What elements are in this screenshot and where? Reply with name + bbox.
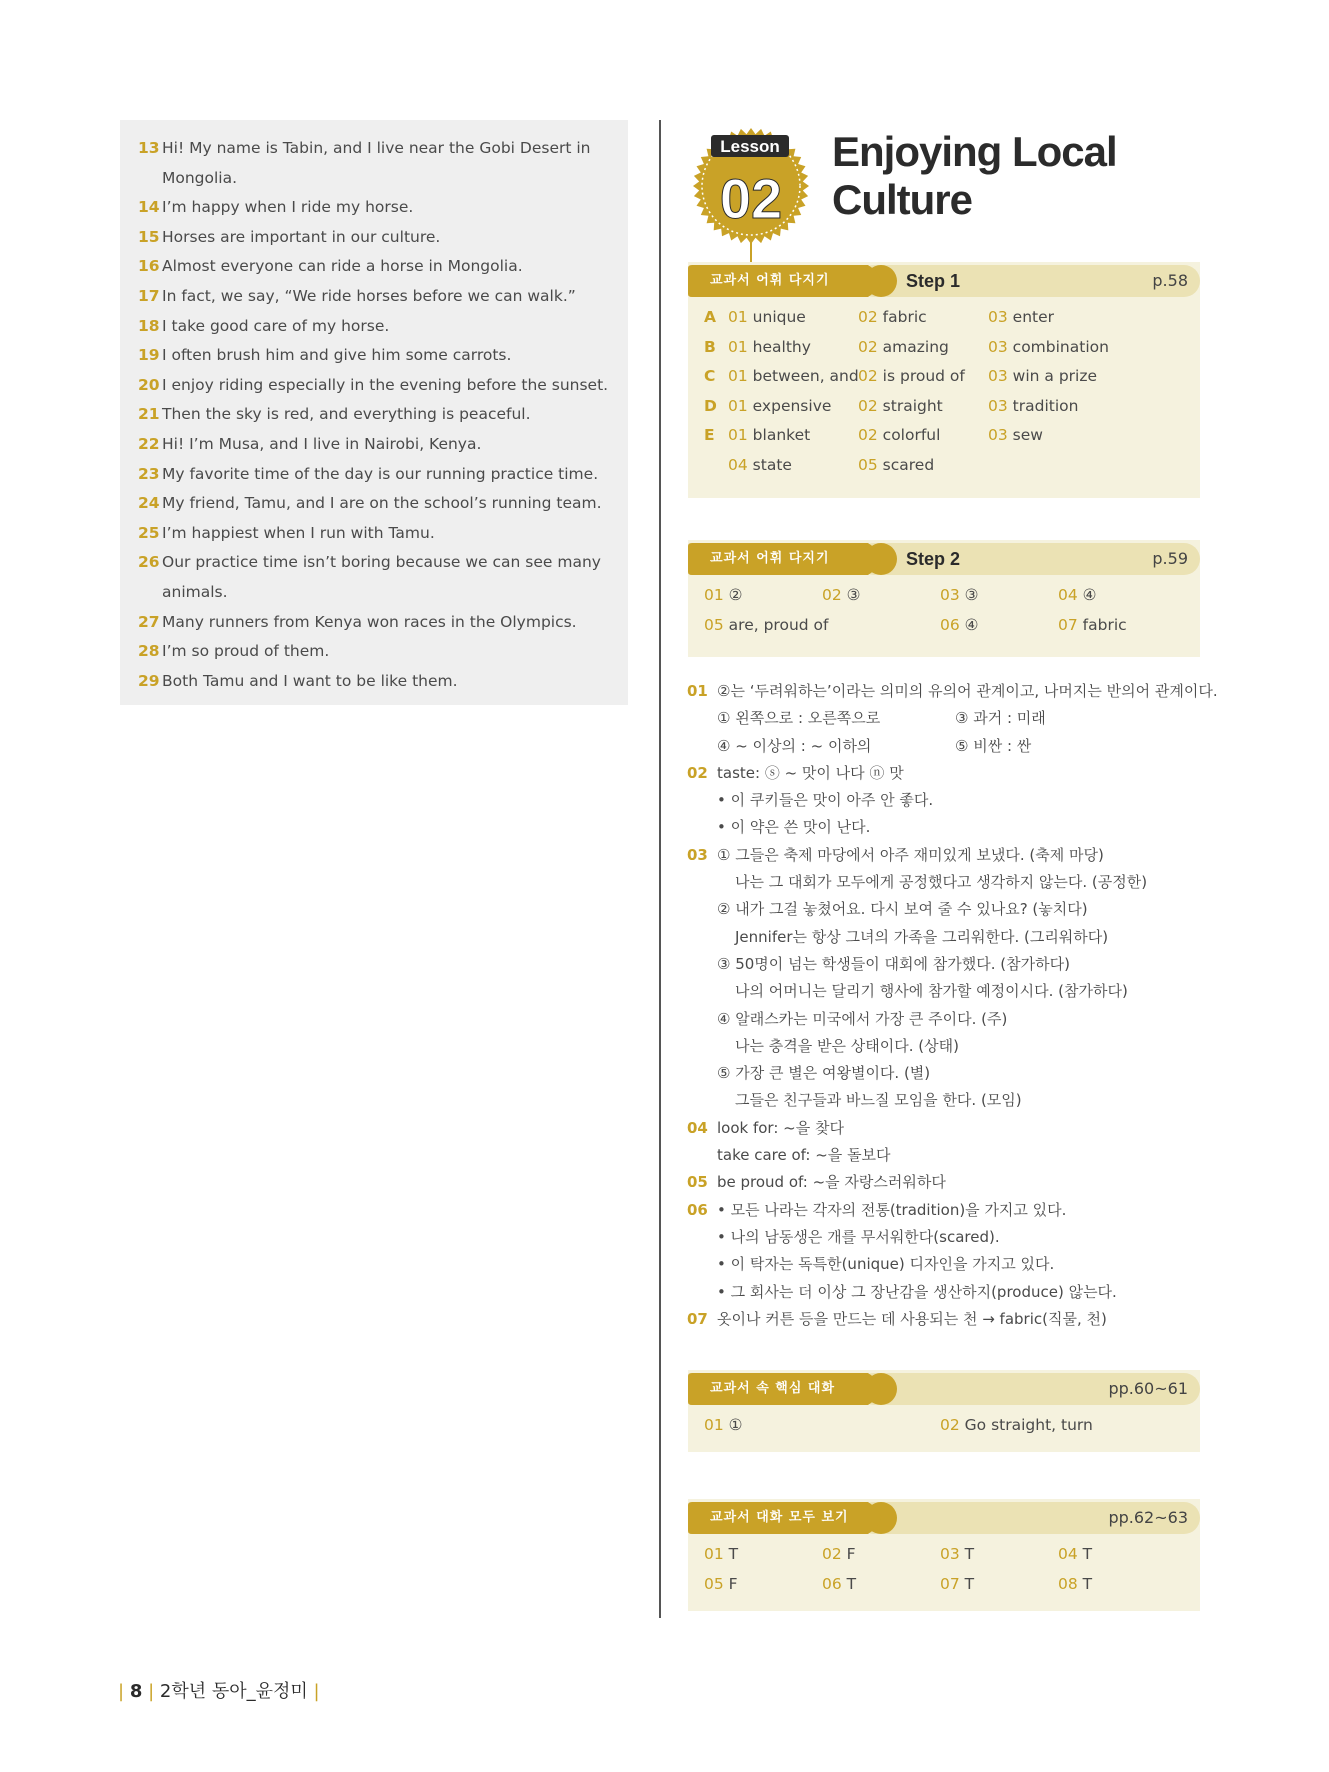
explanation-text: ③ 과거 : 미래 xyxy=(955,709,1046,728)
sentence-number: 19 xyxy=(138,346,160,365)
answer-cell xyxy=(728,426,810,444)
page-ref: p.58 xyxy=(1152,271,1188,290)
answer-number: 01 xyxy=(728,308,748,326)
sentence-number: 21 xyxy=(138,405,160,424)
explanation-text: 나는 그 대회가 모두에게 공정했다고 생각하지 않는다. (공정한) xyxy=(735,873,1148,892)
answer-number: 02 xyxy=(858,308,878,326)
explanation-line xyxy=(687,1060,1207,1087)
answer-cell xyxy=(1058,586,1097,604)
explanation-text: 그들은 친구들과 바느질 모임을 한다. (모임) xyxy=(735,1091,1022,1110)
answer-number: 05 xyxy=(704,1574,724,1593)
answer-grid xyxy=(688,578,1200,641)
explanation-line xyxy=(687,978,1207,1005)
sentence-text: I’m happy when I ride my horse. xyxy=(162,198,414,217)
sentence-item xyxy=(138,667,612,697)
explanation-line xyxy=(687,1224,1207,1251)
answer-cell xyxy=(1058,616,1127,634)
explanation-line xyxy=(687,1279,1207,1306)
answer-row xyxy=(688,363,1200,393)
answer-row xyxy=(688,582,1200,612)
answer-value: Go straight, turn xyxy=(964,1416,1093,1434)
step-label: Step 2 xyxy=(906,549,961,569)
sentence-number: 28 xyxy=(138,642,160,661)
answer-cell xyxy=(858,367,965,385)
vocab-step1-section xyxy=(688,262,1200,498)
explanation-line xyxy=(687,896,1207,923)
answer-value: F xyxy=(728,1574,738,1593)
explanation-line xyxy=(687,1169,1207,1196)
sentence-item xyxy=(138,460,612,490)
explanation-text: • 나의 남동생은 개를 무서워한다(scared). xyxy=(717,1227,1000,1246)
sentence-number: 18 xyxy=(138,316,160,335)
explanation-text: • 이 탁자는 독특한(unique) 디자인을 가지고 있다. xyxy=(717,1255,1055,1274)
column-divider xyxy=(659,120,661,1618)
vocab-step2-section xyxy=(688,540,1200,657)
answer-value: scared xyxy=(882,455,935,474)
sentence-text: Our practice time isn’t boring because we can see many xyxy=(162,553,601,572)
explanation-line xyxy=(687,733,1207,760)
answer-value: colorful xyxy=(882,426,941,444)
answer-value: T xyxy=(964,1545,975,1563)
answer-value: ① xyxy=(728,1416,743,1434)
answer-value: T xyxy=(846,1574,857,1593)
explanation-text: ⑤ 비싼 : 싼 xyxy=(955,736,1032,755)
answer-cell xyxy=(940,1416,1093,1434)
answer-cell xyxy=(822,1545,856,1563)
explanation-text: ① 그들은 축제 마당에서 아주 재미있게 보냈다. (축제 마당) xyxy=(717,845,1104,864)
answer-number: 06 xyxy=(940,615,960,634)
sentence-item xyxy=(138,312,612,342)
answer-value: between, and xyxy=(752,367,859,385)
row-letter: D xyxy=(704,396,717,415)
answer-number: 01 xyxy=(704,586,724,604)
answer-cell xyxy=(988,397,1078,415)
answer-value: sew xyxy=(1012,426,1043,444)
answer-number: 02 xyxy=(858,426,878,444)
answer-grid xyxy=(688,1537,1200,1600)
answer-number: 01 xyxy=(728,396,748,415)
answer-value: ③ xyxy=(964,586,979,604)
explanation-line xyxy=(687,869,1207,896)
answer-number: 01 xyxy=(728,426,748,444)
row-letter: E xyxy=(704,426,715,444)
answer-number: 03 xyxy=(988,396,1008,415)
sentence-number: 23 xyxy=(138,464,160,483)
explanation-line xyxy=(687,924,1207,951)
section-header xyxy=(688,262,1200,300)
answer-number: 02 xyxy=(858,396,878,415)
sentence-text: Many runners from Kenya won races in the Olympics. xyxy=(162,612,577,631)
answer-cell xyxy=(988,426,1043,444)
sentence-text: Both Tamu and I want to be like them. xyxy=(162,671,458,690)
answer-value: T xyxy=(964,1574,975,1593)
answer-cell xyxy=(1058,1545,1092,1563)
answer-value: ② xyxy=(728,586,743,604)
answer-cell xyxy=(704,586,743,604)
explanation-line xyxy=(687,1142,1207,1169)
answer-cell xyxy=(728,338,811,356)
answer-number: 01 xyxy=(704,1545,724,1563)
explanation-number: 07 xyxy=(687,1309,708,1328)
title-line-2: Culture xyxy=(832,176,972,223)
core-dialog-section xyxy=(688,1370,1200,1452)
answer-value: are, proud of xyxy=(728,615,829,634)
sentence-text: I often brush him and give him some carrots. xyxy=(162,346,512,365)
answer-value: enter xyxy=(1012,308,1055,326)
sentence-text: I enjoy riding especially in the evening before the sunset. xyxy=(162,375,609,394)
answer-number: 02 xyxy=(822,1545,842,1563)
sentence-number: 29 xyxy=(138,671,160,690)
sentence-text: Almost everyone can ride a horse in Mongolia. xyxy=(162,257,523,276)
answer-cell xyxy=(858,426,940,444)
answer-value: is proud of xyxy=(882,367,965,385)
answer-number: 02 xyxy=(858,367,878,385)
answer-number: 05 xyxy=(858,455,878,474)
explanation-text: 나의 어머니는 달리기 행사에 참가할 예정이시다. (참가하다) xyxy=(735,982,1128,1001)
section-tag: 교과서 속 핵심 대화 xyxy=(710,1381,836,1396)
section-header xyxy=(688,1499,1200,1537)
explanation-text: ②는 ‘두려워하는’이라는 의미의 유의어 관계이고, 나머지는 반의어 관계이다. xyxy=(717,682,1218,700)
answer-cell xyxy=(1058,1575,1092,1593)
footer-divider: | xyxy=(313,1681,320,1702)
sentence-number: 15 xyxy=(138,227,160,246)
explanation-line xyxy=(687,814,1207,841)
sentence-number: 17 xyxy=(138,286,160,305)
row-letter: A xyxy=(704,308,716,326)
answer-cell xyxy=(858,308,927,326)
sentence-number: 25 xyxy=(138,523,160,542)
answer-cell xyxy=(858,397,943,415)
sentence-item xyxy=(138,608,612,638)
answer-value: fabric xyxy=(1082,615,1127,634)
sentence-number: 22 xyxy=(138,434,160,453)
answer-cell xyxy=(988,367,1097,385)
answer-cell xyxy=(728,397,831,415)
answer-cell xyxy=(940,616,979,634)
answer-number: 07 xyxy=(1058,615,1078,634)
answer-cell xyxy=(704,616,828,634)
footer-divider: | xyxy=(148,1681,155,1702)
answer-number: 01 xyxy=(728,367,748,385)
sentence-text: I take good care of my horse. xyxy=(162,316,390,335)
section-header xyxy=(688,540,1200,578)
answer-row xyxy=(688,1571,1200,1601)
answer-cell xyxy=(728,308,806,326)
answer-cell xyxy=(858,338,949,356)
sentence-list xyxy=(120,120,628,696)
explanation-number: 03 xyxy=(687,845,708,864)
sentence-item xyxy=(138,430,612,460)
answer-cell xyxy=(940,586,979,604)
answer-cell xyxy=(704,1416,743,1434)
sentence-number: 20 xyxy=(138,375,160,394)
answer-value: T xyxy=(1082,1574,1093,1593)
answer-row xyxy=(688,1541,1200,1571)
answer-value: tradition xyxy=(1012,396,1079,415)
sentence-item xyxy=(138,578,612,608)
explanation-line xyxy=(687,951,1207,978)
explanation-number: 05 xyxy=(687,1173,708,1192)
explanation-line xyxy=(687,842,1207,869)
explanation-text: • 이 쿠키들은 맛이 아주 안 좋다. xyxy=(717,791,934,810)
sentence-text: Hi! My name is Tabin, and I live near the Gobi Desert in xyxy=(162,139,591,157)
explanation-text: ① 왼쪽으로 : 오른쪽으로 xyxy=(717,709,881,728)
explanation-line xyxy=(687,1306,1207,1333)
explanation-text: • 모든 나라는 각자의 전통(tradition)을 가지고 있다. xyxy=(717,1200,1067,1219)
answer-cell xyxy=(988,338,1109,356)
lesson-label: Lesson xyxy=(720,137,780,156)
answer-cell xyxy=(822,586,861,604)
explanation-text: be proud of: ~을 자랑스러워하다 xyxy=(717,1173,946,1192)
sentence-item xyxy=(138,400,612,430)
sentence-text: Mongolia. xyxy=(162,168,238,187)
answer-grid xyxy=(688,1408,1200,1442)
section-tag: 교과서 어휘 다지기 xyxy=(710,273,830,288)
answer-value: straight xyxy=(882,396,943,415)
title-line-1: Enjoying Local xyxy=(832,128,1117,175)
explanation-text: Jennifer는 항상 그녀의 가족을 그리워한다. (그리워하다) xyxy=(735,927,1109,946)
answer-row xyxy=(688,422,1200,452)
explanation-line xyxy=(687,1115,1207,1142)
reading-text-panel xyxy=(120,120,628,705)
answer-value: T xyxy=(1082,1545,1093,1563)
answer-row xyxy=(688,393,1200,423)
page-ref: pp.62~63 xyxy=(1108,1508,1188,1527)
page-ref: pp.60~61 xyxy=(1108,1379,1188,1398)
answer-number: 03 xyxy=(940,1545,960,1563)
answer-cell xyxy=(704,1545,738,1563)
answer-cell xyxy=(940,1575,974,1593)
explanation-text: taste: ⓢ ~ 맛이 나다 ⓝ 맛 xyxy=(717,763,904,782)
answer-row xyxy=(688,304,1200,334)
answer-cell xyxy=(728,367,859,385)
explanation-text: 나는 충격을 받은 상태이다. (상태) xyxy=(735,1036,959,1055)
sentence-item xyxy=(138,371,612,401)
page-footer xyxy=(118,1677,320,1703)
sentence-item xyxy=(138,548,612,578)
explanation-line xyxy=(687,705,1207,732)
answer-number: 08 xyxy=(1058,1574,1078,1593)
section-tag: 교과서 어휘 다지기 xyxy=(710,551,830,566)
explanation-line xyxy=(687,787,1207,814)
sentence-item xyxy=(138,134,612,164)
explanation-text: take care of: ~을 돌보다 xyxy=(717,1146,891,1165)
answer-number: 07 xyxy=(940,1574,960,1593)
sentence-text: Then the sky is red, and everything is peaceful. xyxy=(162,405,531,424)
footer-divider: | xyxy=(118,1681,125,1702)
explanation-text: ⑤ 가장 큰 별은 여왕별이다. (별) xyxy=(717,1064,931,1083)
row-letter: B xyxy=(704,337,716,356)
sentence-item xyxy=(138,489,612,519)
answer-number: 03 xyxy=(988,426,1008,444)
answer-grid xyxy=(688,300,1200,481)
answer-number: 04 xyxy=(1058,586,1078,604)
answer-value: win a prize xyxy=(1012,367,1098,385)
answer-cell xyxy=(704,1575,738,1593)
sentence-number: 27 xyxy=(138,612,160,631)
answer-number: 03 xyxy=(988,367,1008,385)
sentence-item xyxy=(138,282,612,312)
sentence-number: 14 xyxy=(138,198,160,217)
answer-number: 02 xyxy=(940,1416,960,1434)
answer-number: 02 xyxy=(858,337,878,356)
answer-number: 05 xyxy=(704,615,724,634)
all-dialog-section xyxy=(688,1499,1200,1611)
footer-text: 2학년 동아_윤정미 xyxy=(159,1681,308,1702)
sentence-number: 16 xyxy=(138,257,160,276)
answer-value: combination xyxy=(1012,337,1109,356)
explanation-line xyxy=(687,1087,1207,1114)
explanation-number: 06 xyxy=(687,1200,708,1219)
answer-row xyxy=(688,1412,1200,1442)
explanation-text: ③ 50명이 넘는 학생들이 대회에 참가했다. (참가하다) xyxy=(717,954,1070,973)
sentence-item xyxy=(138,252,612,282)
sentence-item xyxy=(138,193,612,223)
explanation-line xyxy=(687,760,1207,787)
explanation-text: ④ ~ 이상의 : ~ 이하의 xyxy=(717,736,872,755)
step-label: Step 1 xyxy=(906,271,961,291)
answer-cell xyxy=(822,1575,856,1593)
explanation-text: • 그 회사는 더 이상 그 장난감을 생산하지(produce) 않는다. xyxy=(717,1282,1117,1301)
lesson-number: 02 xyxy=(719,167,783,230)
answer-value: F xyxy=(846,1545,856,1563)
answer-value: state xyxy=(752,455,792,474)
explanation-line xyxy=(687,1197,1207,1224)
explanation-number: 01 xyxy=(687,682,708,700)
explanation-line xyxy=(687,1033,1207,1060)
sentence-text: I’m so proud of them. xyxy=(162,642,330,661)
sentence-item xyxy=(138,637,612,667)
answer-number: 03 xyxy=(988,308,1008,326)
answer-value: ④ xyxy=(964,615,979,634)
sentence-text: animals. xyxy=(162,582,228,601)
answer-value: unique xyxy=(752,308,806,326)
explanation-text: • 이 약은 쓴 맛이 난다. xyxy=(717,818,871,837)
answer-number: 02 xyxy=(822,586,842,604)
sentence-item xyxy=(138,341,612,371)
answer-row xyxy=(688,612,1200,642)
answer-number: 04 xyxy=(728,455,748,474)
sentence-number: 13 xyxy=(138,139,160,157)
sentence-number: 24 xyxy=(138,494,160,513)
section-header xyxy=(688,1370,1200,1408)
lesson-title xyxy=(832,128,1117,224)
explanation-line xyxy=(687,1006,1207,1033)
explanation-number: 04 xyxy=(687,1118,708,1137)
sentence-text: My favorite time of the day is our running practice time. xyxy=(162,464,599,483)
sentence-text: In fact, we say, “We ride horses before we can walk.” xyxy=(162,286,576,305)
explanation-line xyxy=(687,678,1218,705)
sentence-item xyxy=(138,519,612,549)
answer-row xyxy=(688,334,1200,364)
lesson-badge xyxy=(686,124,816,244)
sentence-text: I’m happiest when I run with Tamu. xyxy=(162,523,435,542)
row-letter: C xyxy=(704,367,716,385)
answer-cell xyxy=(728,456,792,474)
sentence-text: My friend, Tamu, and I are on the school’s running team. xyxy=(162,494,602,513)
answer-row xyxy=(688,452,1200,482)
answer-value: T xyxy=(728,1545,739,1563)
answer-number: 04 xyxy=(1058,1545,1078,1563)
sentence-text: Horses are important in our culture. xyxy=(162,227,441,246)
answer-value: expensive xyxy=(752,396,832,415)
explanation-text: 옷이나 커튼 등을 만드는 데 사용되는 천 → fabric(직물, 천) xyxy=(717,1309,1107,1328)
answer-value: ④ xyxy=(1082,586,1097,604)
answer-value: healthy xyxy=(752,337,811,356)
explanation-text: ② 내가 그걸 놓쳤어요. 다시 보여 줄 수 있나요? (놓치다) xyxy=(717,900,1088,919)
answer-number: 01 xyxy=(704,1416,724,1434)
sentence-item xyxy=(138,223,612,253)
answer-value: ③ xyxy=(846,586,861,604)
answer-cell xyxy=(988,308,1054,326)
section-tag: 교과서 대화 모두 보기 xyxy=(710,1510,849,1525)
answer-value: fabric xyxy=(882,308,927,326)
answer-number: 06 xyxy=(822,1574,842,1593)
answer-value: amazing xyxy=(882,337,949,356)
explanation-line xyxy=(687,1251,1207,1278)
answer-number: 01 xyxy=(728,337,748,356)
page-number: 8 xyxy=(129,1681,143,1702)
answer-number: 03 xyxy=(988,337,1008,356)
sentence-item xyxy=(138,164,612,194)
explanation-text: ④ 알래스카는 미국에서 가장 큰 주이다. (주) xyxy=(717,1009,1008,1028)
page-ref: p.59 xyxy=(1152,549,1188,568)
sentence-number: 26 xyxy=(138,553,160,572)
answer-cell xyxy=(858,456,934,474)
explanations xyxy=(687,678,1218,1333)
explanation-number: 02 xyxy=(687,763,708,782)
answer-value: blanket xyxy=(752,426,811,444)
answer-number: 03 xyxy=(940,586,960,604)
sentence-text: Hi! I’m Musa, and I live in Nairobi, Kenya. xyxy=(162,434,482,453)
explanation-text: look for: ~을 찾다 xyxy=(717,1118,844,1137)
answer-cell xyxy=(940,1545,974,1563)
